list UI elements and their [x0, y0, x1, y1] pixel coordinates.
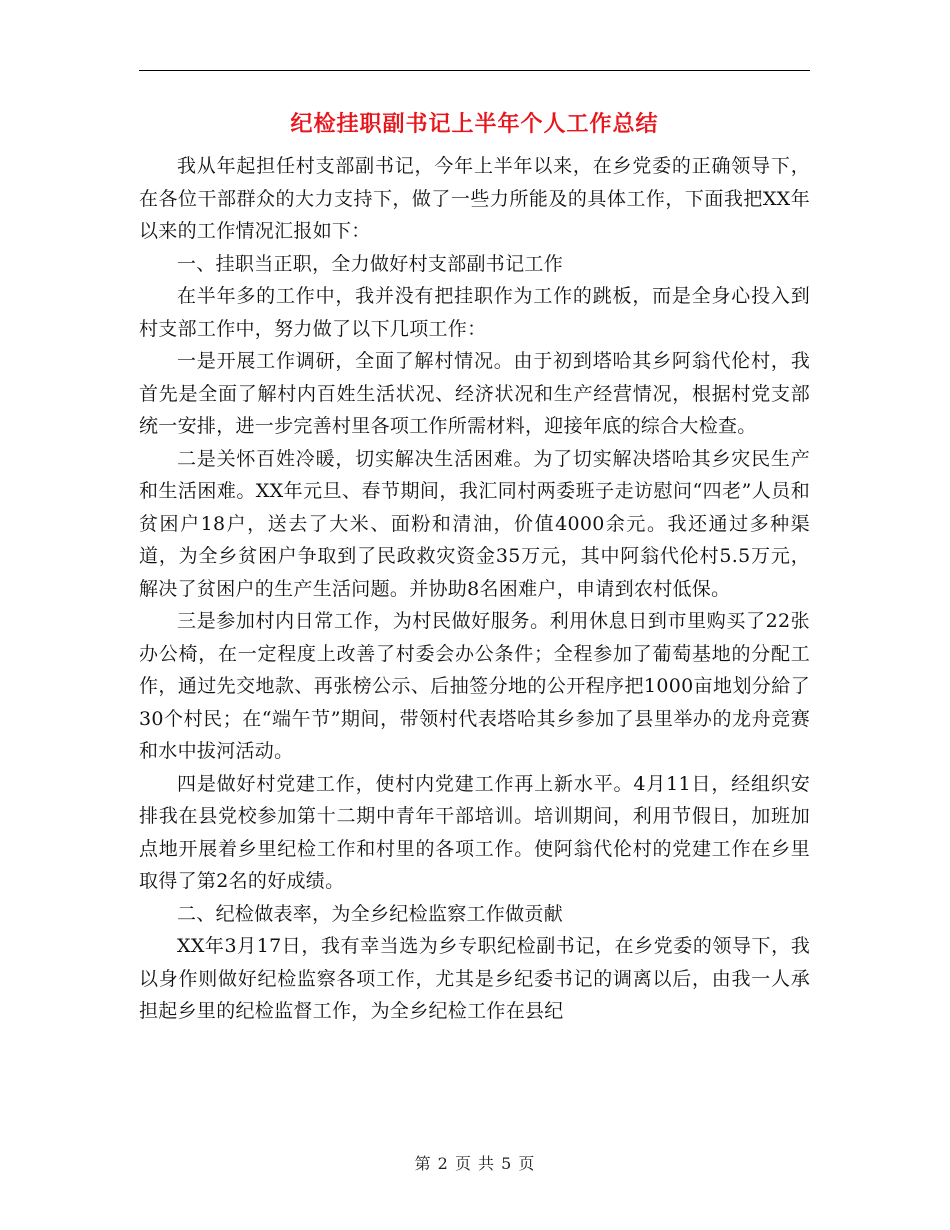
page-number: 第 2 页 共 5 页	[414, 1154, 536, 1173]
header-rule	[139, 70, 810, 71]
section-heading: 一、挂职当正职，全力做好村支部副书记工作	[177, 252, 564, 275]
document-title: 纪检挂职副书记上半年个人工作总结	[290, 111, 659, 137]
paragraph: XX年3月17日，我有幸当选为乡专职纪检副书记，在乡党委的领导下，我以身作则做好纪检监察各项工作，尤其是乡纪委书记的调离以后，由我一人承担起乡里的纪检监督工作，为全乡纪检工作在县纪	[139, 935, 810, 1022]
paragraph: 三是参加村内日常工作，为村民做好服务。利用休息日到市里购买了22张办公椅，在一定程度上改善了村委会办公条件；全程参加了葡萄基地的分配工作，通过先交地款、再张榜公示、后抽签分地的公开程序把1000亩地划分給了30个村民；在“端午节”期间，带领村代表塔哈其乡参加了县里举办的龙舟竞赛和水中拔河活动。	[139, 610, 810, 762]
paragraph: 二是关怀百姓冷暖，切实解决生活困难。为了切实解决塔哈其乡灾民生产和生活困难。XX年元旦、春节期间，我汇同村两委班子走访慰问“四老”人员和贫困户18户，送去了大米、面粉和清油，价值4000余元。我还通过多种渠道，为全乡贫困户争取到了民政救灾资金35万元，其中阿翁代伦村5.5万元，解决了贫困户的生产生活问题。并协助8名困难户，申请到农村低保。	[139, 447, 810, 600]
paragraph: 一是开展工作调研，全面了解村情况。由于初到塔哈其乡阿翁代伦村，我首先是全面了解村内百姓生活状况、经济状况和生产经营情况，根据村党支部统一安排，进一步完善村里各项工作所需材料，迎接年底的综合大检查。	[139, 350, 810, 437]
paragraph: 在半年多的工作中，我并没有把挂职作为工作的跳板，而是全身心投入到村支部工作中，努力做了以下几项工作：	[139, 285, 810, 340]
paragraph: 四是做好村党建工作，使村内党建工作再上新水平。4月11日，经组织安排我在县党校参加第十二期中青年干部培训。培训期间，利用节假日，加班加点地开展着乡里纪检工作和村里的各项工作。使阿翁代伦村的党建工作在乡里取得了第2名的好成绩。	[139, 772, 810, 892]
document-body	[139, 150, 810, 1028]
paragraph: 我从年起担任村支部副书记，今年上半年以来，在乡党委的正确领导下，在各位干部群众的大力支持下，做了一些力所能及的具体工作，下面我把XX年以来的工作情况汇报如下：	[139, 155, 810, 242]
page-footer	[0, 1152, 950, 1176]
section-heading: 二、纪检做表率，为全乡纪检监察工作做贡献	[177, 902, 564, 925]
